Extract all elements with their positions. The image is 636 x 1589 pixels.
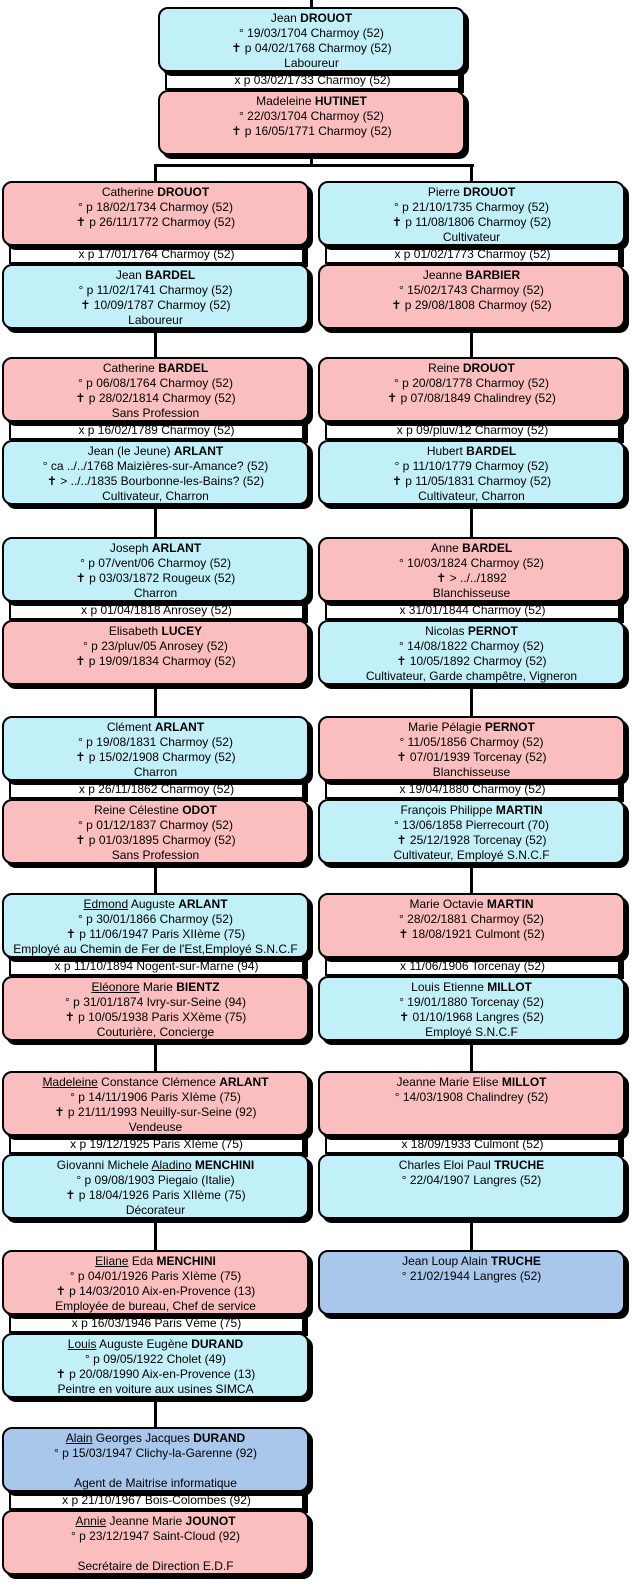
profession-line (320, 1299, 623, 1314)
person-name: Jean Loup Alain TRUCHE (402, 1254, 541, 1268)
birth-line: ° p 20/08/1778 Charmoy (52) (394, 376, 549, 390)
profession-line: Employée de bureau, Chef de service (55, 1299, 256, 1313)
profession-line: Cultivateur, Garde champêtre, Vigneron (365, 669, 578, 683)
profession-line: Vendeuse (128, 1120, 183, 1134)
person-name: Jeanne Marie Elise MILLOT (396, 1075, 547, 1089)
person-name: Edmond Auguste ARLANT (83, 897, 228, 911)
profession-line: Blanchisseuse (432, 765, 511, 779)
birth-line: ° 22/03/1704 Charmoy (52) (239, 109, 384, 123)
person-box-reine-celestine-odot[interactable] (2, 799, 309, 864)
person-box-joseph-arlant[interactable] (2, 537, 309, 602)
person-box-jean-loup-truche[interactable] (318, 1250, 625, 1315)
birth-line: ° 15/02/1743 Charmoy (52) (399, 283, 544, 297)
marriage-box-martin-millot: x 11/06/1906 Torcenay (52) (325, 958, 620, 976)
profession-line: Cultivateur, Employé S.N.C.F (393, 848, 550, 862)
person-box-louis-etienne-millot[interactable] (318, 976, 625, 1041)
profession-line: Cultivateur (442, 230, 501, 244)
death-line (320, 1188, 623, 1203)
connector-right-row5-row6 (470, 1038, 473, 1074)
person-name: Louis Etienne MILLOT (411, 980, 532, 994)
death-line (320, 1105, 623, 1120)
profession-line: Laboureur (284, 56, 339, 70)
profession-line (320, 942, 623, 957)
profession-line: Blanchisseuse (432, 586, 511, 600)
death-line: ✝ > ../../1892 (436, 571, 507, 585)
birth-line: ° p 23/pluv/05 Anrosey (52) (83, 639, 228, 653)
profession-line: Charron (133, 765, 178, 779)
person-box-catherine-bardel[interactable] (2, 357, 309, 422)
person-box-elisabeth-lucey[interactable] (2, 620, 309, 685)
marriage-box-arlant-lucey: x p 01/04/1818 Anrosey (52) (9, 602, 304, 620)
death-line: ✝ p 11/05/1831 Charmoy (52) (391, 474, 552, 488)
person-name: Madeleine HUTINET (256, 94, 367, 108)
person-name: Anne BARDEL (430, 541, 513, 555)
person-name: Pierre DROUOT (427, 185, 516, 199)
death-line: ✝ 10/09/1787 Charmoy (52) (80, 298, 231, 312)
person-box-giovanni-menchini[interactable] (2, 1154, 309, 1219)
death-line: ✝ p 19/09/1834 Charmoy (52) (75, 654, 236, 668)
marriage-box-drouot-hutinet: x p 03/02/1733 Charmoy (52) (165, 72, 460, 90)
person-name: Nicolas PERNOT (425, 624, 518, 638)
person-box-clement-arlant[interactable] (2, 716, 309, 781)
person-box-edmond-arlant[interactable] (2, 893, 309, 958)
death-line: ✝ 01/10/1968 Langres (52) (399, 1010, 544, 1024)
connector-left-row3-row4 (154, 682, 157, 719)
death-line: ✝ p 26/11/1772 Charmoy (52) (75, 215, 236, 229)
profession-line: Couturière, Concierge (96, 1025, 215, 1039)
person-name: Jean BARDEL (115, 268, 196, 282)
death-line: ✝ p 18/04/1926 Paris XIIème (75) (65, 1188, 246, 1202)
birth-line: ° 13/06/1858 Pierrecourt (70) (394, 818, 549, 832)
person-box-reine-drouot[interactable] (318, 357, 625, 422)
death-line: ✝ p 01/03/1895 Charmoy (52) (75, 833, 236, 847)
profession-line: Secrétaire de Direction E.D.F (77, 1559, 234, 1573)
profession-line (320, 1203, 623, 1218)
marriage-box-bardel-pernot: x 31/01/1844 Charmoy (52) (325, 602, 620, 620)
birth-line: ° 14/08/1822 Charmoy (52) (399, 639, 544, 653)
birth-line: ° p 21/10/1735 Charmoy (52) (394, 200, 549, 214)
marriage-box-arlant-odot: x p 26/11/1862 Charmoy (52) (9, 781, 304, 799)
birth-line: ° p 31/01/1874 Ivry-sur-Seine (94) (65, 995, 246, 1009)
person-name: Jean (le Jeune) ARLANT (87, 444, 224, 458)
profession-line: Employé au Chemin de Fer de l'Est,Employé S.N.C.F (13, 942, 298, 956)
person-name: Clément ARLANT (106, 720, 205, 734)
profession-line: Employé S.N.C.F (425, 1025, 518, 1039)
birth-line: ° p 23/12/1947 Saint-Cloud (92) (71, 1529, 240, 1543)
person-box-nicolas-pernot[interactable] (318, 620, 625, 685)
profession-line: Cultivateur, Charron (102, 489, 209, 503)
connector-left-row4-row5 (154, 861, 157, 896)
marriage-box-pernot-martin: x 19/04/1880 Charmoy (52) (325, 781, 620, 799)
connector-branch-left-drop (154, 164, 157, 182)
profession-line (320, 313, 623, 328)
person-box-jean-bardel[interactable] (2, 264, 309, 329)
birth-line: ° p 09/05/1922 Cholet (49) (85, 1352, 226, 1366)
connector-branch-horizontal (154, 164, 474, 167)
person-name: Marie Pélagie PERNOT (408, 720, 535, 734)
person-name: Catherine BARDEL (102, 361, 209, 375)
birth-line: ° 14/03/1908 Chalindrey (52) (394, 1090, 549, 1104)
profession-line (160, 139, 463, 154)
marriage-box-arlant-bientz: x p 11/10/1894 Nogent-sur-Marne (94) (9, 958, 304, 976)
death-line: ✝ p 21/11/1993 Neuilly-sur-Seine (92) (54, 1105, 257, 1119)
person-box-eliane-menchini[interactable] (2, 1250, 309, 1315)
birth-line: ° 21/02/1944 Langres (52) (401, 1269, 542, 1283)
marriage-box-bardel-arlant: x p 16/02/1789 Charmoy (52) (9, 422, 304, 440)
birth-line: ° p 14/11/1906 Paris XIème (75) (70, 1090, 241, 1104)
person-box-louis-durand[interactable] (2, 1333, 309, 1398)
birth-line: ° p 09/08/1903 Piegaio (Italie) (76, 1173, 235, 1187)
death-line: ✝ p 11/08/1806 Charmoy (52) (391, 215, 552, 229)
person-name: Hubert BARDEL (426, 444, 517, 458)
person-name: Marie Octavie MARTIN (409, 897, 534, 911)
death-line (4, 1544, 307, 1559)
profession-line (4, 230, 307, 245)
death-line: ✝ p 20/08/1990 Aix-en-Provence (13) (55, 1367, 256, 1381)
person-name: Jean DROUOT (270, 11, 353, 25)
birth-line: ° p 11/10/1779 Charmoy (52) (394, 459, 549, 473)
person-box-hubert-bardel[interactable] (318, 440, 625, 505)
death-line: ✝ p 29/08/1808 Charmoy (52) (391, 298, 552, 312)
connector-right-row1-row2 (470, 326, 473, 360)
person-box-charles-truche[interactable] (318, 1154, 625, 1219)
person-box-madeleine-hutinet[interactable] (158, 90, 465, 155)
birth-line: ° ca ../../1768 Maizières-sur-Amance? (52) (42, 459, 269, 473)
death-line (320, 1284, 623, 1299)
connector-right-row2-row3 (470, 502, 473, 540)
profession-line: Agent de Maitrise informatique (74, 1476, 237, 1490)
person-box-marie-octavie-martin[interactable] (318, 893, 625, 958)
person-name: Reine Célestine ODOT (94, 803, 217, 817)
person-name: Joseph ARLANT (109, 541, 202, 555)
person-box-marie-pelagie-pernot[interactable] (318, 716, 625, 781)
person-box-alain-durand[interactable] (2, 1427, 309, 1492)
person-box-eleonore-bientz[interactable] (2, 976, 309, 1041)
marriage-box-menchini-durand: x p 16/03/1946 Paris Vème (75) (9, 1315, 304, 1333)
person-box-jean-arlant[interactable] (2, 440, 309, 505)
connector-right-row6-row7 (470, 1216, 473, 1253)
person-box-annie-jounot[interactable] (2, 1510, 309, 1575)
person-box-pierre-drouot[interactable] (318, 181, 625, 246)
death-line: ✝ 07/01/1939 Torcenay (52) (396, 750, 547, 764)
birth-line: ° 19/01/1880 Torcenay (52) (399, 995, 544, 1009)
birth-line: ° p 06/08/1764 Charmoy (52) (78, 376, 233, 390)
death-line: ✝ p 10/05/1938 Paris XXème (75) (64, 1010, 247, 1024)
connector-right-row4-row5 (470, 861, 473, 896)
profession-line: Décorateur (125, 1203, 186, 1217)
connector-right-row3-row4 (470, 682, 473, 719)
birth-line: ° 10/03/1824 Charmoy (52) (399, 556, 544, 570)
profession-line (320, 406, 623, 421)
death-line: ✝ 25/12/1928 Torcenay (52) (396, 833, 547, 847)
birth-line: ° 11/05/1856 Charmoy (52) (399, 735, 544, 749)
death-line: ✝ 10/05/1892 Charmoy (52) (396, 654, 547, 668)
birth-line: ° p 11/02/1741 Charmoy (52) (78, 283, 233, 297)
birth-line: ° 19/03/1704 Charmoy (52) (239, 26, 384, 40)
birth-line: ° p 30/01/1866 Charmoy (52) (78, 912, 233, 926)
marriage-box-arlant-menchini: x p 19/12/1925 Paris XIème (75) (9, 1136, 304, 1154)
profession-line (4, 669, 307, 684)
person-name: François Philippe MARTIN (400, 803, 543, 817)
death-line: ✝ > ../../1835 Bourbonne-les-Bains? (52) (46, 474, 265, 488)
birth-line: ° p 07/vent/06 Charmoy (52) (80, 556, 231, 570)
death-line: ✝ p 14/03/2010 Aix-en-Provence (13) (55, 1284, 256, 1298)
death-line: ✝ p 04/02/1768 Charmoy (52) (231, 41, 392, 55)
person-name: Annie Jeanne Marie JOUNOT (75, 1514, 236, 1528)
person-name: Eliane Eda MENCHINI (95, 1254, 216, 1268)
person-name: Catherine DROUOT (101, 185, 210, 199)
profession-line: Sans Profession (111, 406, 200, 420)
death-line: ✝ p 28/02/1814 Charmoy (52) (75, 391, 236, 405)
marriage-box-drouot-barbier: x p 01/02/1773 Charmoy (52) (325, 246, 620, 264)
birth-line: ° p 04/01/1926 Paris XIème (75) (69, 1269, 242, 1283)
birth-line: ° p 18/02/1734 Charmoy (52) (78, 200, 233, 214)
connector-left-row6-row7 (154, 1216, 157, 1253)
person-box-madeleine-arlant[interactable] (2, 1071, 309, 1136)
profession-line: Laboureur (128, 313, 183, 327)
connector-left-row7-row8 (154, 1395, 157, 1430)
person-box-francois-philippe-martin[interactable] (318, 799, 625, 864)
person-name: Eléonore Marie BIENTZ (91, 980, 220, 994)
profession-line: Charron (133, 586, 178, 600)
connector-left-row2-row3 (154, 502, 157, 540)
marriage-box-drouot-bardel: x p 17/01/1764 Charmoy (52) (9, 246, 304, 264)
marriage-box-durand-jounot: x p 21/10/1967 Bois-Colombes (92) (9, 1492, 304, 1510)
death-line: ✝ 18/08/1921 Culmont (52) (398, 927, 545, 941)
connector-left-row1-row2 (154, 326, 157, 360)
person-box-jean-drouot[interactable] (158, 7, 465, 72)
death-line: ✝ p 07/08/1849 Chalindrey (52) (387, 391, 556, 405)
marriage-box-drouot-bardel-2: x p 09/pluv/12 Charmoy (52) (325, 422, 620, 440)
profession-line: Sans Profession (111, 848, 200, 862)
person-name: Charles Eloi Paul TRUCHE (398, 1158, 545, 1172)
person-name: Giovanni Michele Aladino MENCHINI (56, 1158, 255, 1172)
birth-line: ° 22/04/1907 Langres (52) (401, 1173, 542, 1187)
birth-line: ° p 19/08/1831 Charmoy (52) (78, 735, 233, 749)
death-line: ✝ p 03/03/1872 Rougeux (52) (75, 571, 236, 585)
birth-line: ° p 15/03/1947 Clichy-la-Garenne (92) (54, 1446, 257, 1460)
death-line: ✝ p 15/02/1908 Charmoy (52) (75, 750, 236, 764)
person-name: Reine DROUOT (428, 361, 515, 375)
person-name: Jeanne BARBIER (422, 268, 521, 282)
birth-line: ° 28/02/1881 Charmoy (52) (399, 912, 544, 926)
marriage-box-millot-truche: x 18/09/1933 Culmont (52) (325, 1136, 620, 1154)
death-line: ✝ p 16/05/1771 Charmoy (52) (231, 124, 392, 138)
person-box-jeanne-millot[interactable] (318, 1071, 625, 1136)
person-name: Alain Georges Jacques DURAND (65, 1431, 246, 1445)
person-name: Louis Auguste Eugène DURAND (67, 1337, 244, 1351)
person-box-anne-bardel[interactable] (318, 537, 625, 602)
profession-line (320, 1120, 623, 1135)
person-box-catherine-drouot[interactable] (2, 181, 309, 246)
person-name: Elisabeth LUCEY (108, 624, 203, 638)
profession-line: Cultivateur, Charron (418, 489, 525, 503)
connector-left-row5-row6 (154, 1038, 157, 1074)
person-box-jeanne-barbier[interactable] (318, 264, 625, 329)
connector-branch-right-drop (470, 164, 473, 182)
birth-line: ° p 01/12/1837 Charmoy (52) (78, 818, 233, 832)
person-name: Madeleine Constance Clémence ARLANT (42, 1075, 269, 1089)
profession-line: Peintre en voiture aux usines SIMCA (57, 1382, 254, 1396)
death-line (4, 1461, 307, 1476)
death-line: ✝ p 11/06/1947 Paris XIIème (75) (65, 927, 246, 941)
